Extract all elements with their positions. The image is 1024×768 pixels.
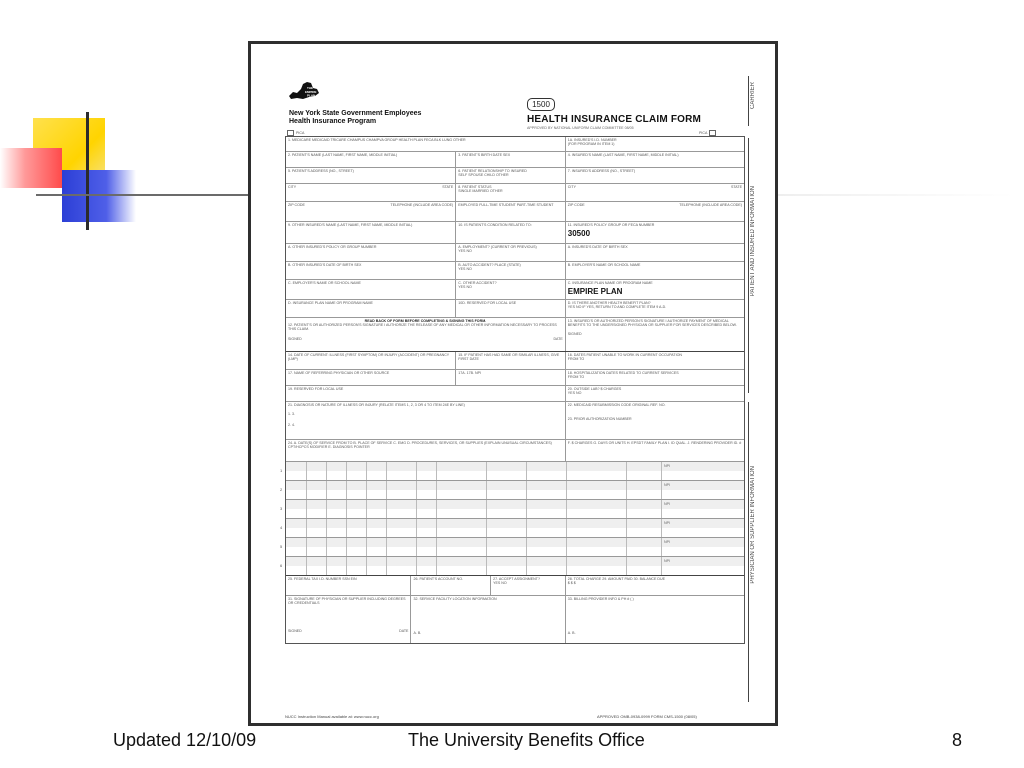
auto-accident-yes-no: YES NO: [458, 267, 472, 272]
form-row-5: [286, 201, 744, 221]
patient-birth-date-label: 3. PATIENT'S BIRTH DATE SEX: [458, 153, 511, 157]
physician-signature-label: 31. SIGNATURE OF PHYSICIAN OR SUPPLIER INCLUDING DEGREES OR CREDENTIALS: [288, 597, 406, 606]
patient-date-label: DATE: [553, 336, 563, 341]
form-row-17: [286, 575, 744, 595]
another-plan-label: D. IS THERE ANOTHER HEALTH BENEFIT PLAN?: [567, 301, 651, 305]
unable-to-work-label: 16. DATES PATIENT UNABLE TO WORK IN CURRENT OCCUPATION: [567, 353, 682, 357]
form-row-11: [286, 317, 744, 351]
program-name-line1: New York State Government Employees: [289, 110, 422, 117]
form-row-13: [286, 369, 744, 385]
service-line: [280, 499, 744, 518]
outside-lab-label: 20. OUTSIDE LAB? $ CHARGES: [567, 387, 622, 391]
date-of-current-label: 14. DATE OF CURRENT: ILLNESS (FIRST SYMPTOM) OR INJURY (ACCIDENT) OR PREGNANCY (LMP): [288, 353, 450, 362]
other-accident-label: C. OTHER ACCIDENT?: [458, 281, 497, 285]
patient-state-label: STATE: [442, 185, 454, 189]
service-columns-header: 24. A. DATE(S) OF SERVICE FROM TO B. PLACE OF SERVICE C. EMG D. PROCEDURES, SERVICES, OR SUPPLIES (EXPLAIN UNUSUAL CIRCUMSTANCES) CPT/HCPCS MODIFIER E. DIAGNOSIS POINTER: [288, 441, 552, 450]
service-lines: [280, 461, 744, 575]
form-row-4: [286, 183, 744, 201]
form-version-box: 1500: [527, 98, 555, 111]
service-line-npi: NPI: [664, 483, 670, 487]
insured-signature-statement: 13. INSURED'S OR AUTHORIZED PERSON'S SIGNATURE I AUTHORIZE PAYMENT OF MEDICAL BENEFITS TO THE UNDERSIGNED PHYSICIAN OR SUPPLIER FOR SERVICES DESCRIBED BELOW.: [567, 319, 737, 328]
hospitalization-dates-label: 18. HOSPITALIZATION DATES RELATED TO CURRENT SERVICES: [567, 371, 679, 375]
vertical-line-decoration: [86, 112, 89, 230]
service-line-npi: NPI: [664, 464, 670, 468]
unable-to-work-from-to: FROM TO: [567, 357, 585, 362]
billing-provider-ab: A. B.: [567, 631, 576, 636]
form-row-3: [286, 167, 744, 183]
billing-provider-label: 33. BILLING PROVIDER INFO & PH # ( ): [567, 597, 634, 601]
reserved-local-use-label: 10D. RESERVED FOR LOCAL USE: [458, 301, 517, 305]
insured-zip-label: ZIP CODE: [567, 203, 585, 207]
red-square-decoration: [0, 148, 62, 188]
reserved-local-use-19-label: 19. RESERVED FOR LOCAL USE: [288, 387, 344, 391]
form-row-12: [286, 351, 744, 369]
diagnosis-lines-2-4: 2. 4.: [288, 423, 295, 428]
condition-related-label: 10. IS PATIENT'S CONDITION RELATED TO:: [458, 223, 532, 227]
empire-plan-logo-icon: [287, 80, 321, 102]
total-charge-label: 28. TOTAL CHARGE 29. AMOUNT PAID 30. BALANCE DUE: [567, 577, 665, 581]
other-insured-name-label: 9. OTHER INSURED'S NAME (LAST NAME, FIRST NAME, MIDDLE INITIAL): [288, 223, 413, 227]
omb-approval-note: APPROVED OMB-0938-0999 FORM CMS-1500 (08/05): [597, 714, 697, 719]
form-row-7: [286, 243, 744, 261]
status-options: SINGLE MARRIED OTHER: [458, 189, 503, 194]
similar-illness-label: 15. IF PATIENT HAS HAD SAME OR SIMILAR ILLNESS, GIVE FIRST DATE: [458, 353, 560, 362]
diagnosis-label: 21. DIAGNOSIS OR NATURE OF ILLNESS OR INJURY (RELATE ITEMS 1, 2, 3 OR 4 TO ITEM 24E BY LINE): [288, 403, 465, 407]
form-row-6: [286, 221, 744, 243]
insured-signed-label: SIGNED: [567, 332, 582, 337]
employment-student-options: EMPLOYED FULL-TIME STUDENT PART-TIME STUDENT: [458, 203, 554, 207]
relationship-options: SELF SPOUSE CHILD OTHER: [458, 173, 509, 178]
other-plan-label: D. INSURANCE PLAN NAME OR PROGRAM NAME: [288, 301, 373, 305]
service-line-number: 1: [280, 468, 283, 473]
insurance-type-label: 1. MEDICARE MEDICAID TRICARE CHAMPUS CHAMPVA GROUP HEALTH PLAN FECA BLK LUNG OTHER: [288, 138, 466, 142]
patient-name-label: 2. PATIENT'S NAME (LAST NAME, FIRST NAME, MIDDLE INITIAL): [288, 153, 398, 157]
patient-signature-statement: 12. PATIENT'S OR AUTHORIZED PERSON'S SIGNATURE I AUTHORIZE THE RELEASE OF ANY MEDICAL OR OTHER INFORMATION NECESSARY TO PROCESS THIS CLAIM.: [288, 323, 557, 332]
employment-label: A. EMPLOYMENT? (CURRENT OR PREVIOUS): [458, 245, 537, 249]
insured-state-label: STATE: [730, 185, 742, 189]
service-facility-ab: A. B.: [413, 631, 422, 636]
other-insured-policy-label: A. OTHER INSURED'S POLICY OR GROUP NUMBER: [288, 245, 377, 249]
policy-group-value: 30500: [567, 229, 591, 239]
service-line: [280, 480, 744, 499]
patient-insured-arrow: [748, 138, 749, 393]
svg-text:THE: THE: [307, 86, 313, 90]
insured-name-label: 4. INSURED'S NAME (LAST NAME, FIRST NAME, MIDDLE INITIAL): [567, 153, 679, 157]
service-line-npi: NPI: [664, 502, 670, 506]
referring-npi-label: 17A. 17B. NPI: [458, 371, 482, 375]
outside-lab-yes-no: YES NO: [567, 391, 582, 396]
service-facility-label: 32. SERVICE FACILITY LOCATION INFORMATION: [413, 597, 497, 601]
accept-assignment-yes-no: YES NO: [493, 581, 507, 586]
hospitalization-from-to: FROM TO: [567, 375, 585, 380]
patient-account-label: 26. PATIENT'S ACCOUNT NO.: [413, 577, 464, 581]
service-line: [280, 518, 744, 537]
footer-office-name: The University Benefits Office: [408, 730, 645, 750]
patient-relationship-label: 6. PATIENT RELATIONSHIP TO INSURED: [458, 169, 527, 173]
service-line: [280, 461, 744, 480]
form-row-16: [286, 439, 744, 461]
horizontal-line-decoration: [36, 194, 248, 196]
footer-updated-date: Updated 12/10/09: [113, 730, 257, 750]
employment-yes-no: YES NO: [458, 249, 472, 254]
physician-date-label: DATE: [399, 629, 409, 634]
service-line-number: 2: [280, 487, 283, 492]
service-line-npi: NPI: [664, 540, 670, 544]
service-line: [280, 537, 744, 556]
patient-insured-side-label: PATIENT AND INSURED INFORMATION: [750, 186, 756, 297]
form-title: HEALTH INSURANCE CLAIM FORM: [527, 114, 702, 125]
program-name-line2: Health Insurance Program: [289, 118, 377, 125]
form-approval-note: APPROVED BY NATIONAL UNIFORM CLAIM COMMITTEE 08/05: [527, 126, 634, 130]
svg-text:PLAN: PLAN: [307, 93, 316, 98]
service-line-number: 5: [280, 544, 283, 549]
insured-id-label: 1A. INSURED'S I.D. NUMBER: [567, 138, 617, 142]
patient-status-label: 8. PATIENT STATUS: [458, 185, 492, 189]
auto-accident-label: B. AUTO ACCIDENT? PLACE (STATE): [458, 263, 521, 267]
patient-address-label: 5. PATIENT'S ADDRESS (NO., STREET): [288, 169, 354, 173]
form-row-2: [286, 151, 744, 167]
physician-supplier-side-label: PHYSICIAN OR SUPPLIER INFORMATION: [750, 466, 756, 584]
form-row-18: [286, 595, 744, 643]
form-row-15: [286, 401, 744, 439]
svg-text:EMPIRE: EMPIRE: [305, 90, 317, 94]
insured-birth-date-label: A. INSURED'S DATE OF BIRTH SEX: [567, 245, 628, 249]
read-back-notice: READ BACK OF FORM BEFORE COMPLETING & SIGNING THIS FORM.: [364, 319, 487, 323]
slide-number: 8: [952, 730, 963, 750]
other-employer-label: C. EMPLOYER'S NAME OR SCHOOL NAME: [288, 281, 361, 285]
prior-authorization-label: 23. PRIOR AUTHORIZATION NUMBER: [567, 417, 632, 422]
form-row-8: [286, 261, 744, 279]
medicaid-resubmission-label: 22. MEDICAID RESUBMISSION CODE ORIGINAL REF. NO.: [567, 403, 666, 407]
service-line-npi: NPI: [664, 559, 670, 563]
program-item-note: (FOR PROGRAM IN ITEM 1): [567, 142, 615, 147]
pica-right: PICA: [699, 130, 718, 136]
patient-telephone-label: TELEPHONE (INCLUDE AREA CODE): [390, 203, 454, 207]
accept-assignment-label: 27. ACCEPT ASSIGNMENT?: [493, 577, 540, 581]
referring-physician-label: 17. NAME OF REFERRING PHYSICIAN OR OTHER SOURCE: [288, 371, 390, 375]
patient-signed-label: SIGNED: [288, 336, 302, 341]
other-accident-yes-no: YES NO: [458, 285, 472, 290]
insured-telephone-label: TELEPHONE (INCLUDE AREA CODE): [679, 203, 742, 207]
form-grid: [280, 136, 745, 644]
carrier-arrow: [748, 76, 749, 126]
form-row-9: [286, 279, 744, 299]
patient-city-label: CITY: [288, 185, 297, 189]
patient-zip-label: ZIP CODE: [288, 203, 305, 207]
carrier-side-label: CARRIER: [750, 82, 756, 110]
service-line-number: 4: [280, 525, 283, 530]
insurance-plan-value: EMPIRE PLAN: [567, 287, 623, 297]
blue-square-decoration: [62, 170, 136, 222]
insured-employer-label: B. EMPLOYER'S NAME OR SCHOOL NAME: [567, 263, 641, 267]
charges-columns-header: F. $ CHARGES G. DAYS OR UNITS H. EPSDT FAMILY PLAN I. ID QUAL. J. RENDERING PROVIDER ID. #: [567, 441, 742, 445]
other-insured-birth-label: B. OTHER INSURED'S DATE OF BIRTH SEX: [288, 263, 362, 267]
federal-tax-id-label: 25. FEDERAL TAX I.D. NUMBER SSN EIN: [288, 577, 357, 581]
physician-signed-label: SIGNED: [288, 629, 302, 634]
policy-group-label: 11. INSURED'S POLICY GROUP OR FECA NUMBER: [567, 223, 655, 227]
claim-form-image: [248, 41, 778, 726]
form-row-14: [286, 385, 744, 401]
form-row-1: [286, 137, 744, 151]
nucc-manual-note: NUCC Instruction Manual available at: www.nucc.org: [285, 714, 379, 719]
insurance-plan-label: C. INSURANCE PLAN NAME OR PROGRAM NAME: [567, 281, 653, 285]
service-line-npi: NPI: [664, 521, 670, 525]
form-row-10: [286, 299, 744, 317]
program-name: [289, 110, 421, 126]
pica-left: PICA: [285, 130, 304, 136]
service-line-number: 3: [280, 506, 283, 511]
insured-city-label: CITY: [567, 185, 576, 189]
horizontal-line-decoration-right: [775, 194, 1015, 196]
service-line: [280, 556, 744, 575]
service-line-number: 6: [280, 563, 283, 568]
insured-address-label: 7. INSURED'S ADDRESS (NO., STREET): [567, 169, 636, 173]
another-plan-options: YES NO IF YES, RETURN TO AND COMPLETE ITEM 9 A-D.: [567, 305, 667, 310]
cms-1500-form: [279, 76, 756, 724]
physician-supplier-arrow: [748, 402, 749, 702]
diagnosis-lines-1-3: 1. 3.: [288, 412, 295, 417]
charge-amounts: $ $ $: [567, 581, 576, 586]
